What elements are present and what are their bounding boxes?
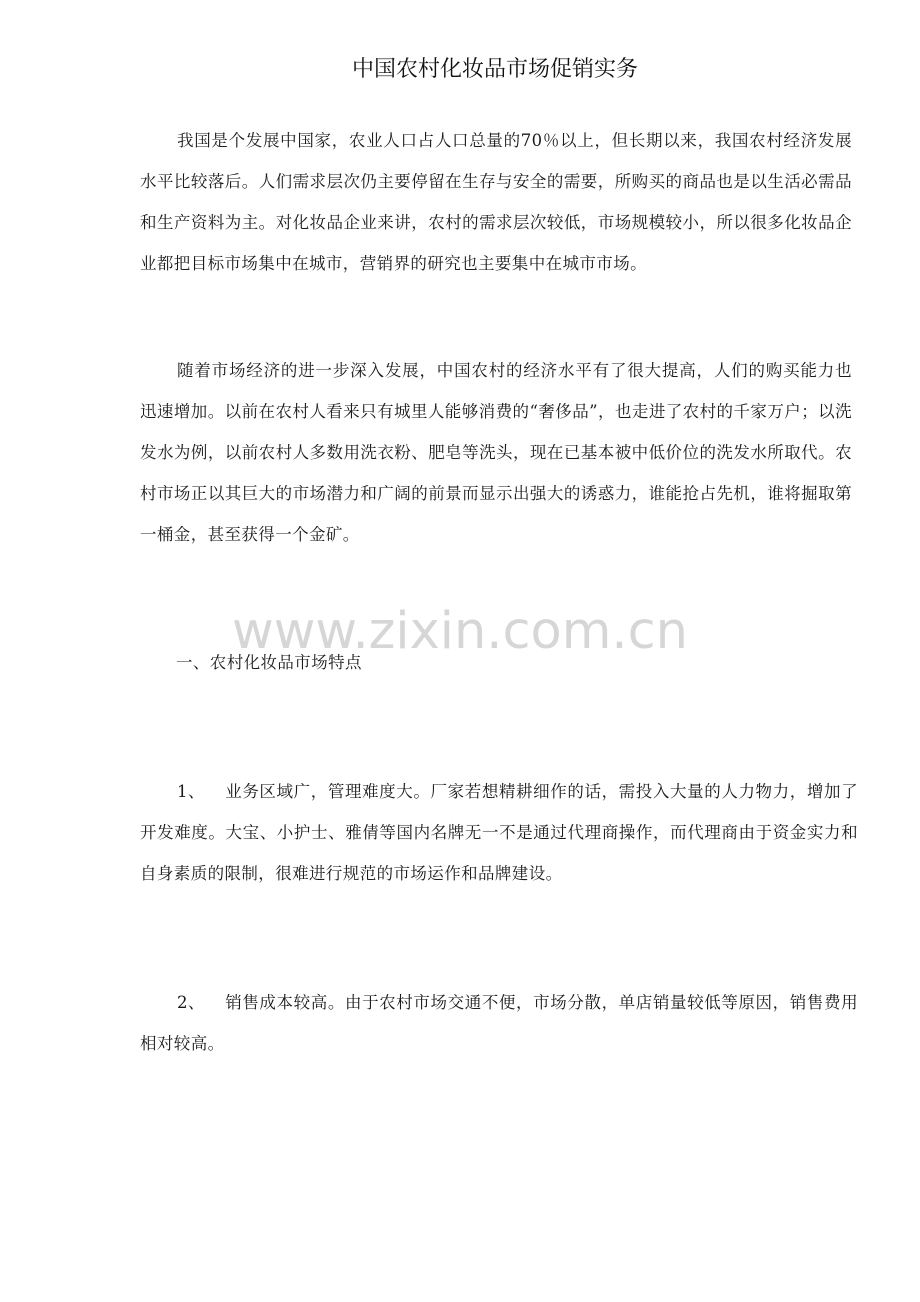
section-heading: 一、农村化妆品市场特点 <box>176 653 362 672</box>
intro-paragraph-1: 我国是个发展中国家，农业人口占人口总量的70％以上，但长期以来，我国农村经济发展水平比较落后。人们需求层次仍主要停留在生存与安全的需要，所购买的商品也是以生活必需品和生产资料为主。对化妆品企业来讲，农村的需求层次较低，市场规模较小，所以很多化妆品企业都把目标市场集中在城市，营销界的研究也主要集中在城市市场。 <box>140 131 852 273</box>
document-title: 中国农村化妆品市场促销实务 <box>351 57 638 82</box>
list-item-number: 1、 <box>177 782 205 801</box>
watermark: www.zixin.com.cn <box>232 602 688 661</box>
list-item <box>140 771 858 894</box>
list-item-text: 业务区域广，管理难度大。厂家若想精耕细作的话，需投入大量的人力物力，增加了开发难度。大宝、小护士、雅倩等国内名牌无一不是通过代理商操作，而代理商由于资金实力和自身素质的限制，很难进行规范的市场运作和品牌建设。 <box>140 782 858 883</box>
intro-paragraph-2: 随着市场经济的进一步深入发展，中国农村的经济水平有了很大提高，人们的购买能力也迅速增加。以前在农村人看来只有城里人能够消费的“奢侈品”，也走进了农村的千家万户；以洗发水为例，以前农村人多数用洗衣粉、肥皂等洗头，现在已基本被中低价位的洗发水所取代。农村市场正以其巨大的市场潜力和广阔的前景而显示出强大的诱惑力，谁能抢占先机，谁将掘取第一桶金，甚至获得一个金矿。 <box>140 361 852 544</box>
list-item-text: 销售成本较高。由于农村市场交通不便，市场分散，单店销量较低等原因，销售费用相对较高。 <box>140 993 858 1053</box>
list-item-number: 2、 <box>177 993 205 1012</box>
list-item <box>140 982 858 1064</box>
